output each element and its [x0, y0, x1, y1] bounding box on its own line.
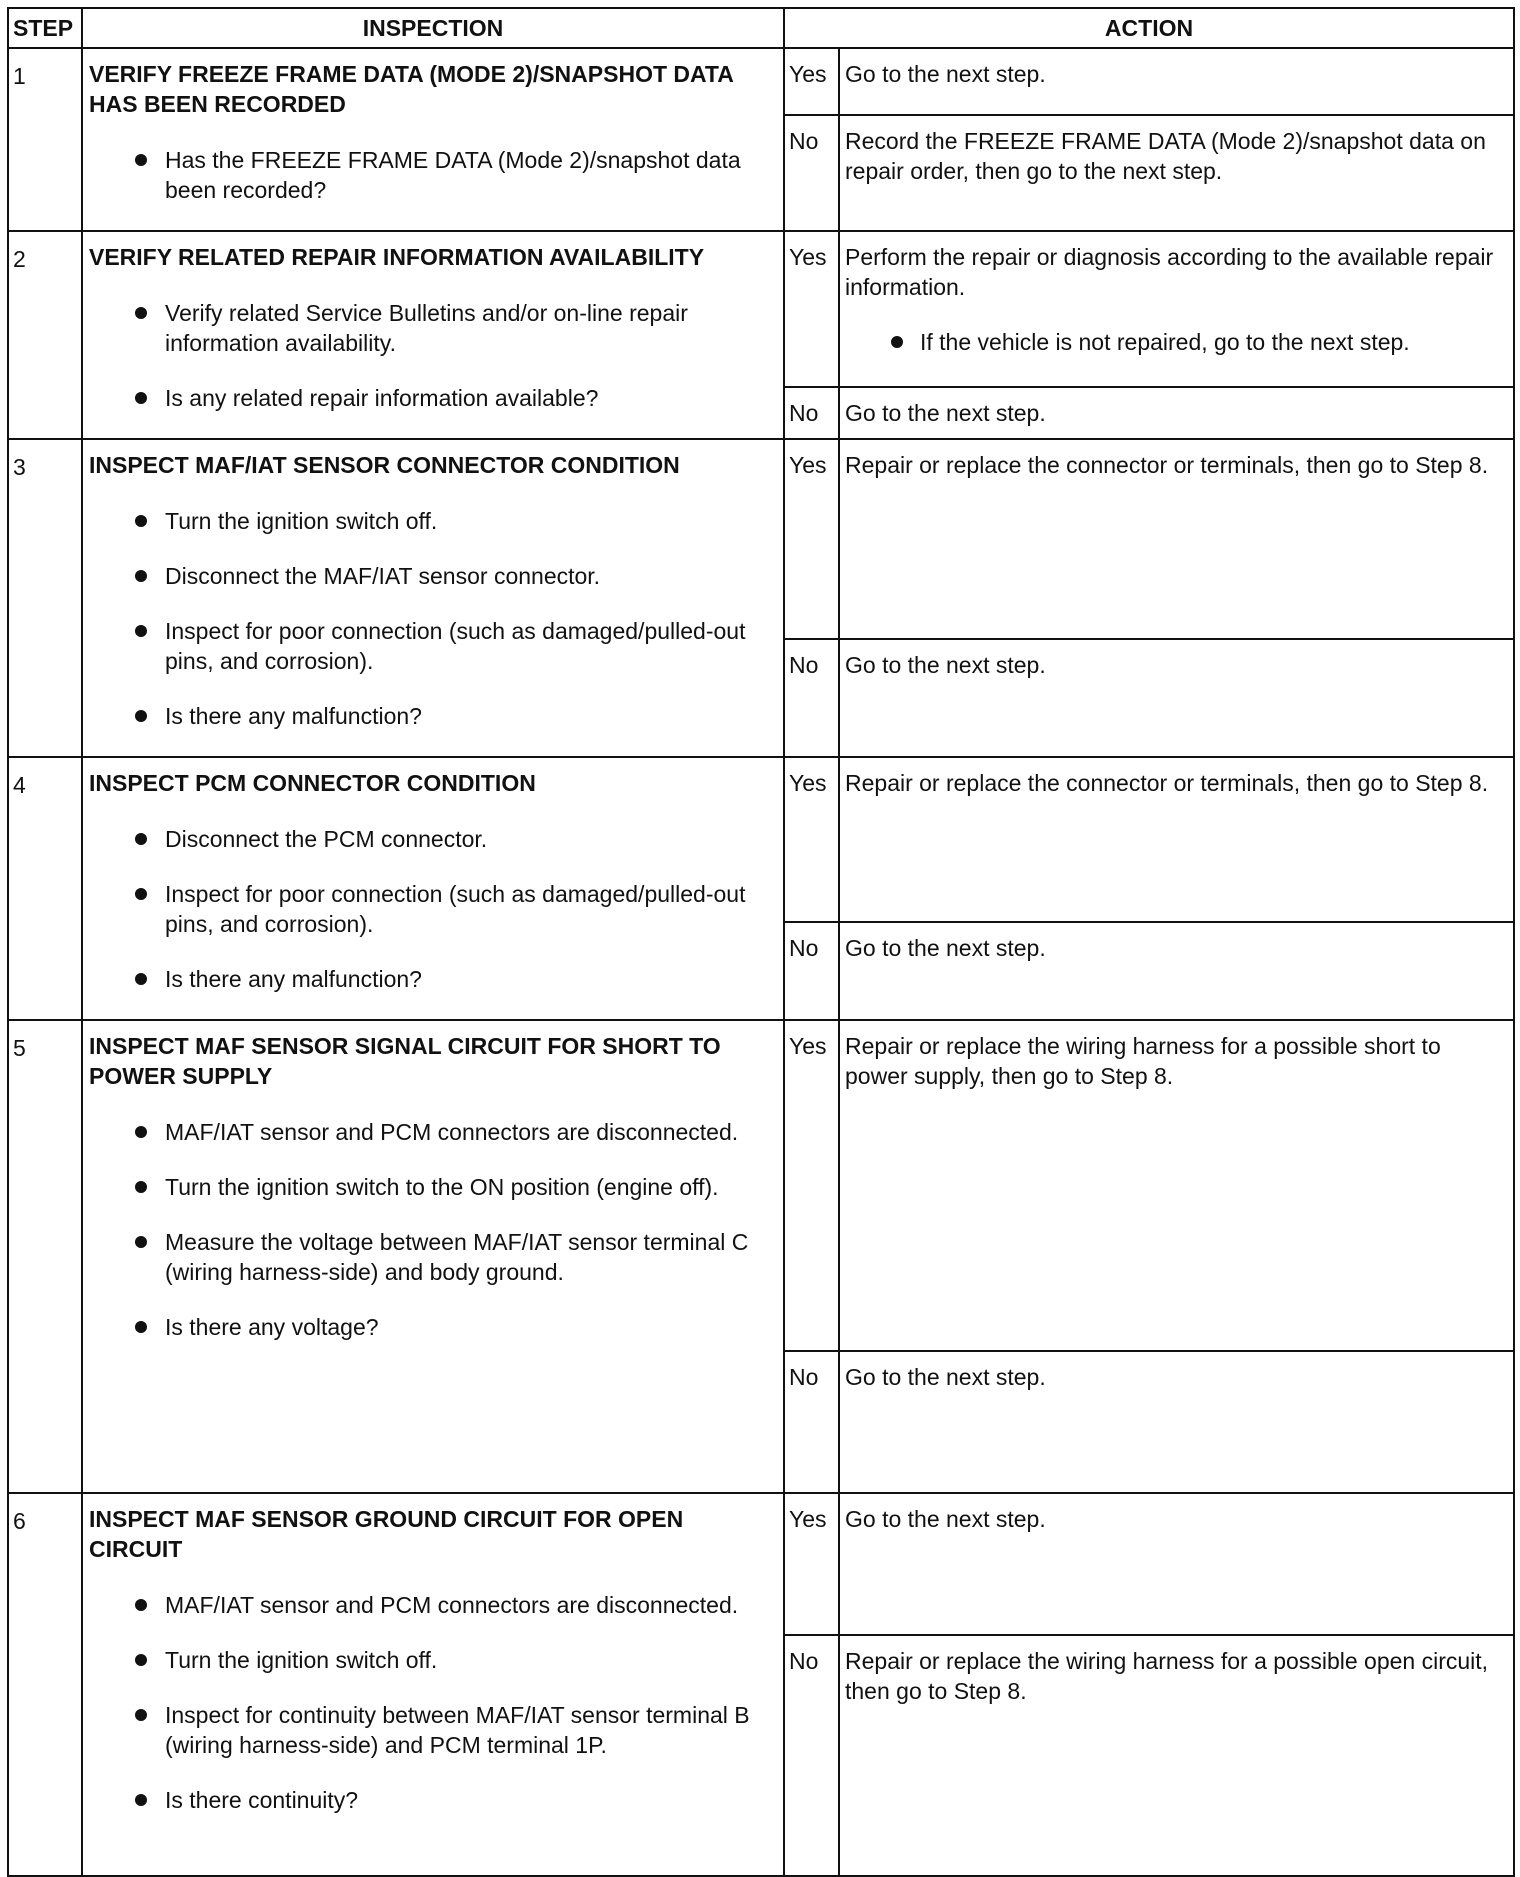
step-number: 2 [8, 231, 82, 439]
step-5-yes-row [8, 1020, 1514, 1351]
step-3-yes-row [8, 439, 1514, 639]
yes-label: Yes [784, 1020, 839, 1351]
no-action-text: Go to the next step. [845, 935, 1046, 962]
step-title: VERIFY FREEZE FRAME DATA (MODE 2)/SNAPSHOT DATA HAS BEEN RECORDED [89, 61, 734, 117]
inspection-bullet: Verify related Service Bulletins and/or on-line repair information availability. [89, 298, 775, 358]
no-action [839, 1351, 1514, 1493]
yes-action-text: Repair or replace the wiring harness for a possible short to power supply, then go to Step 8. [845, 1033, 1441, 1089]
yes-action-sub-bullet: If the vehicle is not repaired, go to the next step. [845, 327, 1503, 357]
inspection-cell [82, 1493, 784, 1876]
step-title: VERIFY RELATED REPAIR INFORMATION AVAILABILITY [89, 244, 705, 270]
inspection-cell [82, 231, 784, 439]
inspection-bullet: Is there any malfunction? [89, 701, 775, 731]
inspection-bullet: Inspect for continuity between MAF/IAT sensor terminal B (wiring harness-side) and PCM terminal 1P. [89, 1700, 775, 1760]
yes-action [839, 48, 1514, 115]
yes-action-text: Go to the next step. [845, 1506, 1046, 1532]
inspection-bullet: Turn the ignition switch to the ON position (engine off). [89, 1172, 775, 1202]
yes-label: Yes [784, 231, 839, 387]
inspection-bullet: Is any related repair information available? [89, 383, 775, 413]
step-6-yes-row [8, 1493, 1514, 1635]
inspection-bullet: MAF/IAT sensor and PCM connectors are disconnected. [89, 1117, 775, 1147]
yes-action-text: Repair or replace the connector or terminals, then go to Step 8. [845, 770, 1489, 796]
no-label: No [784, 387, 839, 439]
yes-label: Yes [784, 48, 839, 115]
no-action-text: Go to the next step. [845, 1364, 1046, 1390]
inspection-cell [82, 757, 784, 1020]
no-action-text: Repair or replace the wiring harness for a possible open circuit, then go to Step 8. [845, 1648, 1489, 1704]
no-action-text: Go to the next step. [845, 652, 1046, 679]
inspection-cell [82, 1020, 784, 1493]
yes-action [839, 439, 1514, 639]
step-number: 3 [8, 439, 82, 757]
no-action [839, 639, 1514, 757]
inspection-cell [82, 48, 784, 231]
inspection-bullet: Measure the voltage between MAF/IAT sensor terminal C (wiring harness-side) and body ground. [89, 1227, 775, 1287]
step-number: 5 [8, 1020, 82, 1493]
yes-action-text: Perform the repair or diagnosis according to the available repair information. [845, 244, 1494, 300]
step-number: 4 [8, 757, 82, 1020]
inspection-cell [82, 439, 784, 757]
action-column-header: ACTION [784, 8, 1514, 48]
diagnostic-procedure-table [7, 7, 1515, 1877]
step-title: INSPECT MAF SENSOR SIGNAL CIRCUIT FOR SHORT TO POWER SUPPLY [89, 1033, 721, 1089]
yes-label: Yes [784, 1493, 839, 1635]
inspection-bullet: Disconnect the MAF/IAT sensor connector. [89, 561, 775, 591]
yes-action [839, 1020, 1514, 1351]
no-label: No [784, 639, 839, 757]
step-1-yes-row [8, 48, 1514, 115]
inspection-bullet: Turn the ignition switch off. [89, 1645, 775, 1675]
yes-action [839, 757, 1514, 922]
no-label: No [784, 115, 839, 231]
header-row [8, 8, 1514, 48]
no-action [839, 1635, 1514, 1876]
inspection-bullet: Inspect for poor connection (such as damaged/pulled-out pins, and corrosion). [89, 616, 775, 676]
inspection-bullet: Disconnect the PCM connector. [89, 824, 775, 854]
step-column-header: STEP [8, 8, 82, 48]
inspection-bullet: Is there continuity? [89, 1785, 775, 1815]
step-title: INSPECT MAF/IAT SENSOR CONNECTOR CONDITION [89, 452, 680, 478]
step-title: INSPECT PCM CONNECTOR CONDITION [89, 770, 536, 796]
yes-action-text: Repair or replace the connector or terminals, then go to Step 8. [845, 452, 1489, 478]
inspection-bullet: Has the FREEZE FRAME DATA (Mode 2)/snapshot data been recorded? [89, 145, 775, 205]
inspection-bullet: MAF/IAT sensor and PCM connectors are disconnected. [89, 1590, 775, 1620]
inspection-bullet: Turn the ignition switch off. [89, 506, 775, 536]
inspection-bullet: Is there any malfunction? [89, 964, 775, 994]
yes-action-text: Go to the next step. [845, 61, 1046, 87]
inspection-bullet: Is there any voltage? [89, 1312, 775, 1342]
yes-action [839, 231, 1514, 387]
yes-label: Yes [784, 439, 839, 639]
no-action-text: Record the FREEZE FRAME DATA (Mode 2)/snapshot data on repair order, then go to the next step. [845, 128, 1486, 185]
no-label: No [784, 1351, 839, 1493]
no-action [839, 115, 1514, 231]
no-action [839, 387, 1514, 439]
step-2-yes-row [8, 231, 1514, 387]
no-label: No [784, 1635, 839, 1876]
no-action [839, 922, 1514, 1020]
step-4-yes-row [8, 757, 1514, 922]
inspection-column-header: INSPECTION [82, 8, 784, 48]
step-number: 1 [8, 48, 82, 231]
step-number: 6 [8, 1493, 82, 1876]
yes-label: Yes [784, 757, 839, 922]
step-title: INSPECT MAF SENSOR GROUND CIRCUIT FOR OPEN CIRCUIT [89, 1506, 684, 1562]
yes-action [839, 1493, 1514, 1635]
inspection-bullet: Inspect for poor connection (such as damaged/pulled-out pins, and corrosion). [89, 879, 775, 939]
no-action-text: Go to the next step. [845, 399, 1046, 426]
no-label: No [784, 922, 839, 1020]
